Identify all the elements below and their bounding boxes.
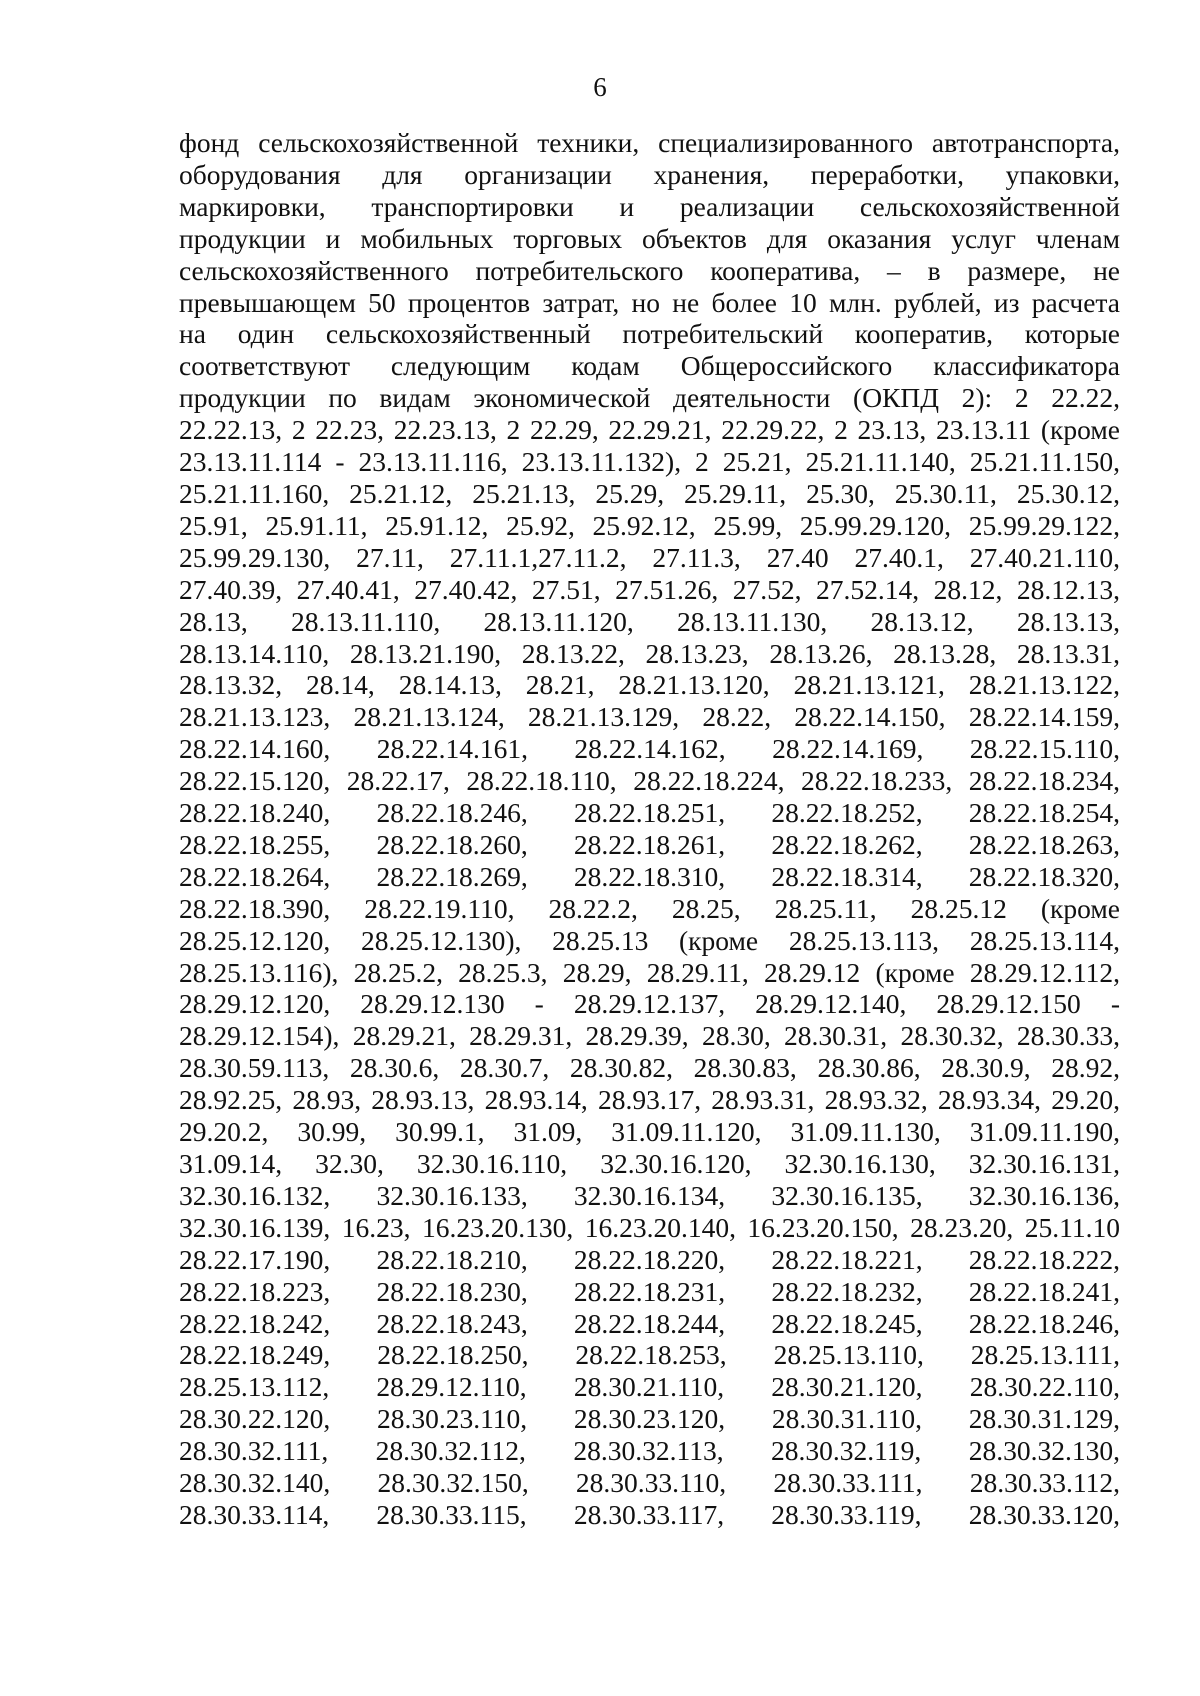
text-line: 28.92.25, 28.93, 28.93.13, 28.93.14, 28.93.17, 28.93.31, 28.93.32, 28.93.34, 29.20, — [179, 1084, 1120, 1116]
text-line: продукции по видам экономической деятельности (ОКПД 2): 2 22.22, — [179, 382, 1120, 414]
text-line: 28.22.18.390, 28.22.19.110, 28.22.2, 28.25, 28.25.11, 28.25.12 (кроме — [179, 892, 1120, 924]
text-line: 28.22.18.255, 28.22.18.260, 28.22.18.261, 28.22.18.262, 28.22.18.263, — [179, 828, 1120, 860]
text-line: соответствуют следующим кодам Общероссийского классификатора — [179, 350, 1120, 382]
text-line: маркировки, транспортировки и реализации сельскохозяйственной — [179, 190, 1120, 222]
text-line: 27.40.39, 27.40.41, 27.40.42, 27.51, 27.51.26, 27.52, 27.52.14, 28.12, 28.12.13, — [179, 573, 1120, 605]
text-line: 22.22.13, 2 22.23, 22.23.13, 2 22.29, 22.29.21, 22.29.22, 2 23.13, 23.13.11 (кроме — [179, 414, 1120, 446]
text-line: 28.13.32, 28.14, 28.14.13, 28.21, 28.21.13.120, 28.21.13.121, 28.21.13.122, — [179, 669, 1120, 701]
text-line: превышающем 50 процентов затрат, но не более 10 млн. рублей, из расчета — [179, 286, 1120, 318]
text-line: 28.30.32.140, 28.30.32.150, 28.30.33.110, 28.30.33.111, 28.30.33.112, — [179, 1467, 1120, 1499]
text-line: 25.91, 25.91.11, 25.91.12, 25.92, 25.92.12, 25.99, 25.99.29.120, 25.99.29.122, — [179, 509, 1120, 541]
text-line: 31.09.14, 32.30, 32.30.16.110, 32.30.16.120, 32.30.16.130, 32.30.16.131, — [179, 1148, 1120, 1179]
text-line: 28.22.18.264, 28.22.18.269, 28.22.18.310, 28.22.18.314, 28.22.18.320, — [179, 860, 1120, 892]
text-line: 23.13.11.114 - 23.13.11.116, 23.13.11.132), 2 25.21, 25.21.11.140, 25.21.11.150, — [179, 446, 1120, 478]
text-line: 28.29.12.120, 28.29.12.130 - 28.29.12.137, 28.29.12.140, 28.29.12.150 - — [179, 988, 1120, 1020]
text-line: 28.22.18.249, 28.22.18.250, 28.22.18.253, 28.25.13.110, 28.25.13.111, — [179, 1339, 1120, 1371]
text-line: 28.30.32.111, 28.30.32.112, 28.30.32.113, 28.30.32.119, 28.30.32.130, — [179, 1435, 1120, 1467]
text-line: 32.30.16.132, 32.30.16.133, 32.30.16.134, 32.30.16.135, 32.30.16.136, — [179, 1179, 1120, 1211]
text-line: 28.21.13.123, 28.21.13.124, 28.21.13.129, 28.22, 28.22.14.150, 28.22.14.159, — [179, 701, 1120, 733]
text-line: 28.22.18.240, 28.22.18.246, 28.22.18.251, 28.22.18.252, 28.22.18.254, — [179, 797, 1120, 829]
text-line: 25.21.11.160, 25.21.12, 25.21.13, 25.29, 25.29.11, 25.30, 25.30.11, 25.30.12, — [179, 477, 1120, 509]
text-line: продукции и мобильных торговых объектов для оказания услуг членам — [179, 222, 1120, 254]
text-line: 28.25.12.120, 28.25.12.130), 28.25.13 (кроме 28.25.13.113, 28.25.13.114, — [179, 924, 1120, 956]
text-line: 28.22.15.120, 28.22.17, 28.22.18.110, 28.22.18.224, 28.22.18.233, 28.22.18.234, — [179, 765, 1120, 797]
text-line: 28.30.22.120, 28.30.23.110, 28.30.23.120, 28.30.31.110, 28.30.31.129, — [179, 1403, 1120, 1435]
text-line: 28.13.14.110, 28.13.21.190, 28.13.22, 28.13.23, 28.13.26, 28.13.28, 28.13.31, — [179, 637, 1120, 669]
text-line: 32.30.16.139, 16.23, 16.23.20.130, 16.23.20.140, 16.23.20.150, 28.23.20, 25.11.10 — [179, 1211, 1120, 1243]
text-line: 28.22.14.160, 28.22.14.161, 28.22.14.162, 28.22.14.169, 28.22.15.110, — [179, 733, 1120, 765]
text-line: на один сельскохозяйственный потребительский кооператив, которые — [179, 318, 1120, 350]
text-line: оборудования для организации хранения, переработки, упаковки, — [179, 158, 1120, 190]
text-line: 28.25.13.112, 28.29.12.110, 28.30.21.110, 28.30.21.120, 28.30.22.110, — [179, 1371, 1120, 1403]
page-number: 6 — [593, 72, 607, 102]
text-line: 28.30.33.114, 28.30.33.115, 28.30.33.117, 28.30.33.119, 28.30.33.120, — [179, 1498, 1120, 1530]
text-line: 25.99.29.130, 27.11, 27.11.1,27.11.2, 27.11.3, 27.40 27.40.1, 27.40.21.110, — [179, 541, 1120, 573]
text-line: 28.25.13.116), 28.25.2, 28.25.3, 28.29, 28.29.11, 28.29.12 (кроме 28.29.12.112, — [179, 956, 1120, 988]
text-line: фонд сельскохозяйственной техники, специализированного автотранспорта, — [179, 127, 1120, 158]
text-line: 28.22.18.223, 28.22.18.230, 28.22.18.231, 28.22.18.232, 28.22.18.241, — [179, 1275, 1120, 1307]
text-line: 29.20.2, 30.99, 30.99.1, 31.09, 31.09.11.120, 31.09.11.130, 31.09.11.190, — [179, 1116, 1120, 1148]
text-line: 28.29.12.154), 28.29.21, 28.29.31, 28.29.39, 28.30, 28.30.31, 28.30.32, 28.30.33, — [179, 1020, 1120, 1052]
body-text — [179, 127, 1120, 1531]
text-line: 28.30.59.113, 28.30.6, 28.30.7, 28.30.82, 28.30.83, 28.30.86, 28.30.9, 28.92, — [179, 1052, 1120, 1084]
text-line: 28.22.17.190, 28.22.18.210, 28.22.18.220, 28.22.18.221, 28.22.18.222, — [179, 1243, 1120, 1275]
text-line: 28.22.18.242, 28.22.18.243, 28.22.18.244, 28.22.18.245, 28.22.18.246, — [179, 1307, 1120, 1339]
text-line: 28.13, 28.13.11.110, 28.13.11.120, 28.13.11.130, 28.13.12, 28.13.13, — [179, 605, 1120, 637]
text-line: сельскохозяйственного потребительского кооператива, – в размере, не — [179, 254, 1120, 286]
